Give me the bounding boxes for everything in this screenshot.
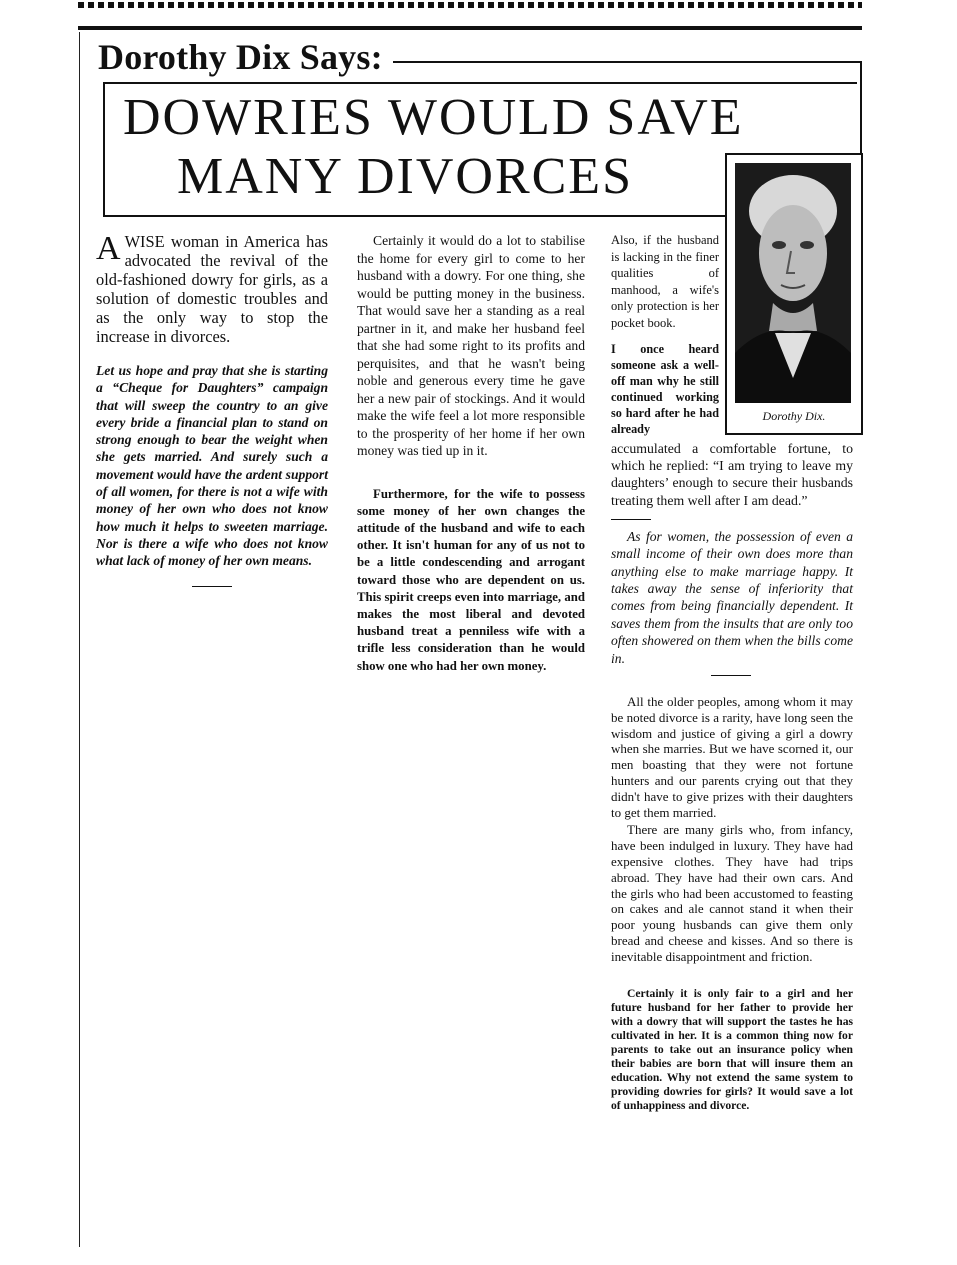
author-portrait — [735, 163, 851, 403]
column-3-narrow — [611, 232, 719, 437]
column-3 — [611, 440, 853, 1113]
headline-line-1: DOWRIES WOULD SAVE — [123, 89, 744, 146]
header-right-rule — [860, 61, 862, 155]
decorative-border-top — [78, 2, 862, 12]
column-1 — [96, 232, 328, 603]
section-separator — [611, 519, 651, 520]
narrow-paragraph-1: Also, if the husband is lacking in the finer qualities of manhood, a wife's only protection is her pocket book. — [611, 233, 719, 330]
bold-paragraph: Furthermore, for the wife to possess some money of her own changes the attitude of the husband and wife to each other. It isn't human for any of us not to be a little condescending and arrogant toward those who are dependent on us. This spirit creeps even into marriage, and makes the most liberal and devoted husband treat a penniless wife with a trifle less consideration than he would show one who had her own money. — [357, 486, 585, 673]
italic-paragraph: As for women, the possession of even a small income of their own does more than anything else to make marriage happy. It takes away the sense of inferiority that comes from being financially dependent. It saves them from the insults that are only too often showered on them when the bills come in. — [611, 528, 853, 666]
narrow-paragraph-2: I once heard someone ask a well-off man why he still continued working so hard after he had already — [611, 342, 719, 436]
section-separator — [711, 675, 751, 676]
lead-text: WISE woman in America has advocated the revival of the old-fashioned dowry for girls, as a solution of domestic troubles and as the only way to stop the increase in divorces. — [96, 232, 328, 346]
section-separator — [192, 586, 232, 587]
top-rule — [78, 26, 862, 30]
bold-paragraph: Certainly it is only fair to a girl and her future husband for her father to provide her with a dowry that will support the tastes he has cultivated in her. It is a common thing now for parents to take out an insurance policy when their babies are born that will insure them an education. Why not extend the same system to providing dowries for girls? It would save a lot of unhappiness and divorce. — [611, 986, 853, 1112]
drop-cap: A — [96, 230, 121, 267]
photo-caption: Dorothy Dix. — [762, 409, 826, 423]
headline-line-2: MANY DIVORCES — [177, 148, 633, 205]
column-rule-left — [79, 32, 80, 1247]
paragraph: There are many girls who, from infancy, have been indulged in luxury. They have had expensive clothes. They have had trips abroad. They have had their own cars. And the girls who had been accustomed to feasting on cakes and ale cannot stand it when their poor young husbands can give them only bread and cheese and kisses. And so there is inevitable disappointment and friction. — [611, 822, 853, 964]
paragraph: All the older peoples, among whom it may be noted divorce is a rarity, have long seen the wisdom and justice of giving a girl a dowry when she marries. But we have scorned it, our men boasting that they were not fortune hunters and our parents crying out that they didn't have to give prizes with their daughters to get them married. — [611, 694, 853, 820]
column-2 — [357, 232, 585, 675]
lead-paragraph — [96, 232, 328, 346]
column-kicker: Dorothy Dix Says: — [98, 37, 383, 77]
author-photo-box — [725, 153, 863, 435]
paragraph: accumulated a comfortable fortune, to which he replied: “I am trying to leave my daughters’ enough to secure their husbands treating them well after I am dead.” — [611, 441, 853, 508]
italic-paragraph: Let us hope and pray that she is starting a “Cheque for Daughters” campaign that will sweep the country to an give every bride a financial plan to stand on strong enough to bear the weight when she gets married. And surely such a movement would have the ardent support of all women, for there is not a wife with money of her own who does not know how much it helps to sweeten marriage. Nor is there a wife who does not know what lack of money of her own means. — [96, 363, 328, 569]
kicker-rule — [393, 61, 861, 63]
paragraph: Certainly it would do a lot to stabilise the home for every girl to come to her husband with a dowry. For one thing, she would be putting money in the business. That would save her a standing as a real partner in it, and make her husband feel that she had some right to its profits and perquisites, and that he wasn't being noble and generous every time he gave her a new pair of stockings. And it would make the wife feel a lot more responsible to the prosperity of her home if her own money was tied up in it. — [357, 233, 585, 458]
portrait-illustration — [735, 163, 851, 403]
